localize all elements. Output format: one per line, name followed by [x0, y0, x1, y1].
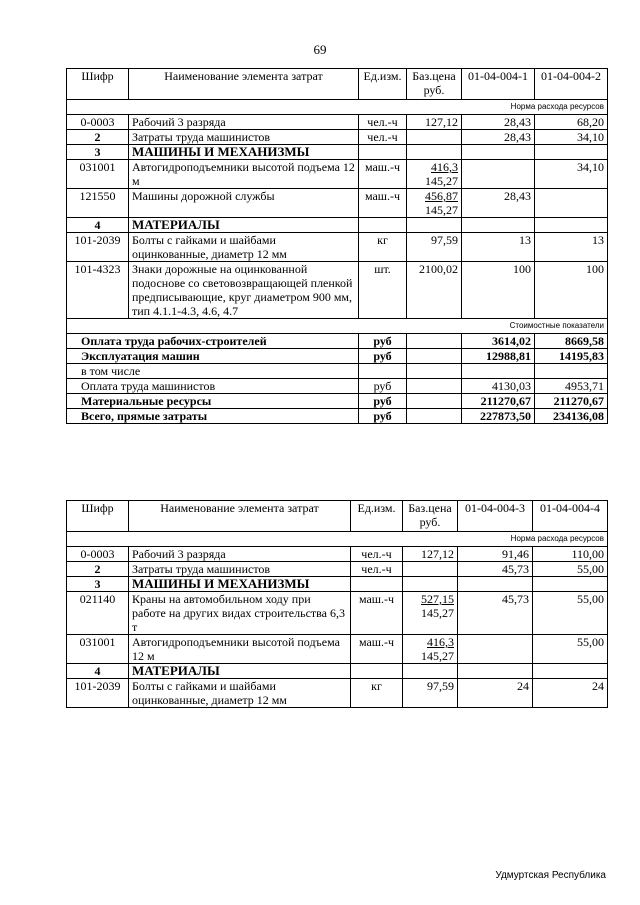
footer-region: Удмуртская Республика — [495, 870, 606, 881]
section-code: 4 — [67, 664, 129, 679]
section-row — [67, 218, 608, 233]
resource-norm-table-1 — [66, 68, 608, 424]
row-value-b: 24 — [533, 679, 608, 708]
row-price: 97,59 — [403, 679, 458, 708]
row-value-a — [462, 160, 535, 189]
table-row — [67, 679, 608, 708]
cost-value-b: 211270,67 — [535, 394, 608, 409]
row-value-a: 100 — [462, 262, 535, 319]
row-code: 101-2039 — [67, 233, 129, 262]
row-name: Рабочий 3 разряда — [129, 547, 351, 562]
cost-name: Оплата труда машинистов — [67, 379, 359, 394]
row-name: Автогидроподъемники высотой подъема 12 м — [129, 635, 351, 664]
table-row — [67, 189, 608, 218]
row-name: Знаки дорожные на оцинкованной подоснове со световозвращающей пленкой предписывающие, круг диаметром 900 мм, тип 4.1.1-4.3, 4.6, 4.7 — [129, 262, 359, 319]
table-row — [67, 160, 608, 189]
row-price: 416,3 145,27 — [403, 635, 458, 664]
row-unit: чел.-ч — [351, 547, 403, 562]
cost-name: Оплата труда рабочих-строителей — [67, 334, 359, 349]
row-value-b: 34,10 — [535, 160, 608, 189]
row-value-b: 55,00 — [533, 592, 608, 635]
row-value-a: 45,73 — [458, 562, 533, 577]
row-value-b: 55,00 — [533, 635, 608, 664]
resource-norm-table-2 — [66, 500, 608, 708]
cost-value-a: 3614,02 — [462, 334, 535, 349]
row-price: 97,59 — [407, 233, 462, 262]
section-row — [67, 145, 608, 160]
row-price — [407, 130, 462, 145]
page-number: 69 — [313, 42, 327, 57]
cost-name: Материальные ресурсы — [67, 394, 359, 409]
section-title: МАШИНЫ И МЕХАНИЗМЫ — [129, 145, 359, 160]
cost-value-b — [535, 364, 608, 379]
row-value-a — [458, 635, 533, 664]
header-col-b: 01-04-004-4 — [533, 501, 608, 532]
row-value-a: 24 — [458, 679, 533, 708]
table-row — [67, 130, 608, 145]
row-price: 527,15 145,27 — [403, 592, 458, 635]
row-price: 456,87 145,27 — [407, 189, 462, 218]
row-unit: чел.-ч — [351, 562, 403, 577]
row-code: 0-0003 — [67, 547, 129, 562]
row-value-b — [535, 189, 608, 218]
row-value-b: 13 — [535, 233, 608, 262]
row-price: 2100,02 — [407, 262, 462, 319]
header-col-a: 01-04-004-3 — [458, 501, 533, 532]
table-row — [67, 547, 608, 562]
row-unit: маш.-ч — [351, 592, 403, 635]
cost-value-a: 227873,50 — [462, 409, 535, 424]
row-code: 031001 — [67, 160, 129, 189]
row-name: Болты с гайками и шайбами оцинкованные, диаметр 12 мм — [129, 679, 351, 708]
table-header-row — [67, 501, 608, 532]
table-row — [67, 562, 608, 577]
row-code: 121550 — [67, 189, 129, 218]
header-price: Баз.цена руб. — [407, 69, 462, 100]
row-code: 101-2039 — [67, 679, 129, 708]
cost-unit: руб — [359, 409, 407, 424]
row-code: 031001 — [67, 635, 129, 664]
section-code: 4 — [67, 218, 129, 233]
cost-row — [67, 394, 608, 409]
section-title: МАШИНЫ И МЕХАНИЗМЫ — [129, 577, 351, 592]
norm-band: Норма расхода ресурсов — [67, 532, 608, 547]
header-unit: Ед.изм. — [351, 501, 403, 532]
cost-value-a: 211270,67 — [462, 394, 535, 409]
row-value-a: 28,43 — [462, 130, 535, 145]
row-price: 127,12 — [403, 547, 458, 562]
row-code: 101-4323 — [67, 262, 129, 319]
section-code: 3 — [67, 145, 129, 160]
cost-unit: руб — [359, 334, 407, 349]
header-col-a: 01-04-004-1 — [462, 69, 535, 100]
row-name: Автогидроподъемники высотой подъема 12 м — [129, 160, 359, 189]
cost-name: Всего, прямые затраты — [67, 409, 359, 424]
section-title: МАТЕРИАЛЫ — [129, 218, 359, 233]
table-row — [67, 115, 608, 130]
cost-value-b: 234136,08 — [535, 409, 608, 424]
cost-name: Эксплуатация машин — [67, 349, 359, 364]
cost-value-b: 4953,71 — [535, 379, 608, 394]
cost-value-a: 12988,81 — [462, 349, 535, 364]
row-name: Болты с гайками и шайбами оцинкованные, диаметр 12 мм — [129, 233, 359, 262]
row-code: 021140 — [67, 592, 129, 635]
row-name: Затраты труда машинистов — [129, 130, 359, 145]
row-value-b: 68,20 — [535, 115, 608, 130]
cost-row — [67, 379, 608, 394]
header-code: Шифр — [67, 501, 129, 532]
row-value-b: 110,00 — [533, 547, 608, 562]
row-unit: маш.-ч — [359, 189, 407, 218]
cost-unit — [359, 364, 407, 379]
row-code: 2 — [67, 562, 129, 577]
cost-value-a — [462, 364, 535, 379]
row-name: Рабочий 3 разряда — [129, 115, 359, 130]
cost-row — [67, 349, 608, 364]
header-col-b: 01-04-004-2 — [535, 69, 608, 100]
cost-row — [67, 334, 608, 349]
row-code: 2 — [67, 130, 129, 145]
cost-value-a: 4130,03 — [462, 379, 535, 394]
row-unit: кг — [359, 233, 407, 262]
row-unit: кг — [351, 679, 403, 708]
row-unit: шт. — [359, 262, 407, 319]
row-price — [403, 562, 458, 577]
row-unit: чел.-ч — [359, 130, 407, 145]
row-value-a: 91,46 — [458, 547, 533, 562]
table-row — [67, 592, 608, 635]
section-row — [67, 664, 608, 679]
cost-name: в том числе — [67, 364, 359, 379]
header-name: Наименование элемента затрат — [129, 69, 359, 100]
row-price: 416,3 145,27 — [407, 160, 462, 189]
row-name: Затраты труда машинистов — [129, 562, 351, 577]
row-value-b: 34,10 — [535, 130, 608, 145]
table-row — [67, 233, 608, 262]
row-price: 127,12 — [407, 115, 462, 130]
cost-value-b: 8669,58 — [535, 334, 608, 349]
cost-value-b: 14195,83 — [535, 349, 608, 364]
row-name: Машины дорожной службы — [129, 189, 359, 218]
row-value-a: 28,43 — [462, 115, 535, 130]
table-row — [67, 635, 608, 664]
row-unit: чел.-ч — [359, 115, 407, 130]
table-header-row — [67, 69, 608, 100]
row-unit: маш.-ч — [359, 160, 407, 189]
header-price: Баз.цена руб. — [403, 501, 458, 532]
row-unit: маш.-ч — [351, 635, 403, 664]
cost-unit: руб — [359, 394, 407, 409]
row-value-a: 13 — [462, 233, 535, 262]
cost-band: Стоимостные показатели — [67, 319, 608, 334]
header-name: Наименование элемента затрат — [129, 501, 351, 532]
cost-row — [67, 409, 608, 424]
cost-row — [67, 364, 608, 379]
row-value-a: 28,43 — [462, 189, 535, 218]
row-value-b: 100 — [535, 262, 608, 319]
row-name: Краны на автомобильном ходу при работе на других видах строительства 6,3 т — [129, 592, 351, 635]
cost-unit: руб — [359, 379, 407, 394]
section-title: МАТЕРИАЛЫ — [129, 664, 351, 679]
cost-unit: руб — [359, 349, 407, 364]
row-value-b: 55,00 — [533, 562, 608, 577]
row-value-a: 45,73 — [458, 592, 533, 635]
section-row — [67, 577, 608, 592]
header-unit: Ед.изм. — [359, 69, 407, 100]
norm-band: Норма расхода ресурсов — [67, 100, 608, 115]
header-code: Шифр — [67, 69, 129, 100]
table-row — [67, 262, 608, 319]
row-code: 0-0003 — [67, 115, 129, 130]
section-code: 3 — [67, 577, 129, 592]
